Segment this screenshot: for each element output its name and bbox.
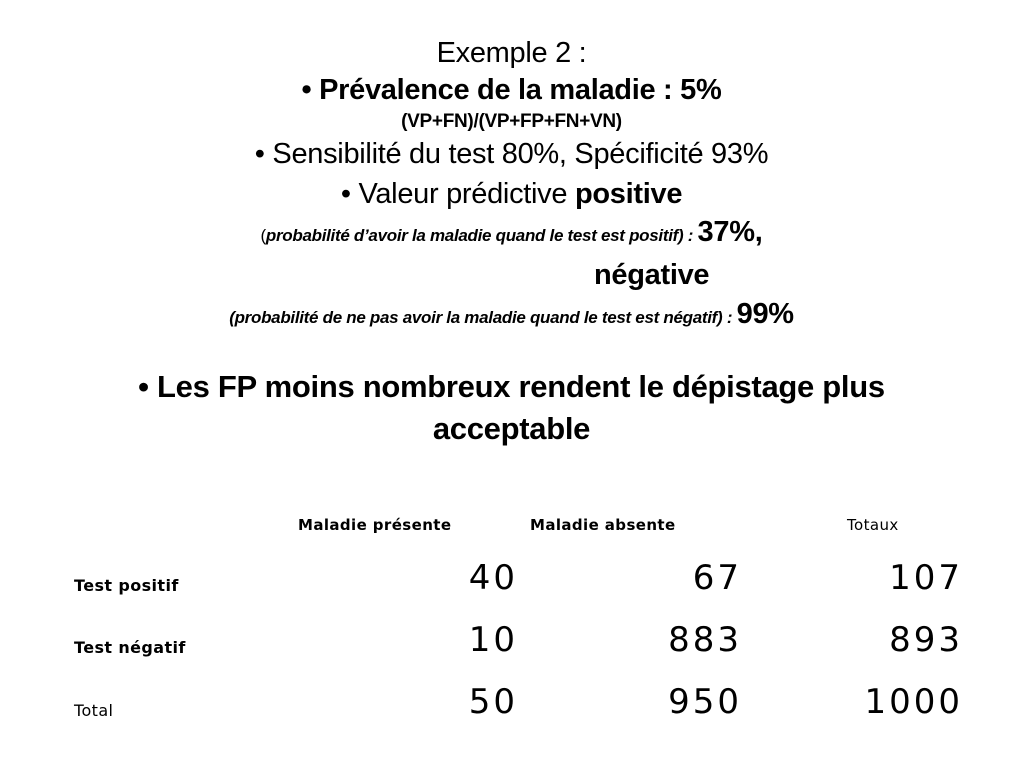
column-header-present: Maladie présente <box>298 516 452 534</box>
column-header-absent: Maladie absente <box>530 516 676 534</box>
row-header-total: Total <box>74 701 114 720</box>
cell-total-positive: 107 <box>889 558 963 598</box>
cell-tp: 40 <box>468 558 518 598</box>
ppv-line <box>0 176 1023 212</box>
ppv-definition <box>0 212 1023 256</box>
contingency-table <box>0 508 1023 738</box>
ppv-def-open: ( <box>260 226 266 245</box>
prevalence-label: Prévalence de la maladie : <box>319 74 681 106</box>
conclusion-line-1 <box>0 366 1023 408</box>
slide-text <box>0 34 1023 450</box>
conclusion-line-2: acceptable <box>432 411 591 446</box>
npv-word: négative <box>594 259 710 291</box>
cell-fp: 67 <box>692 558 742 598</box>
cell-fn: 10 <box>468 620 518 660</box>
bullet: • <box>340 178 351 210</box>
cell-total-negative: 893 <box>889 620 963 660</box>
npv-definition <box>0 294 1023 338</box>
ppv-def-text: probabilité d’avoir la maladie quand le test est positif) : <box>265 226 698 245</box>
column-header-totals: Totaux <box>847 516 899 534</box>
bullet: • <box>301 74 312 106</box>
cell-grand-total: 1000 <box>864 682 963 722</box>
bullet: • <box>138 369 149 404</box>
ppv-word: positive <box>574 178 683 210</box>
row-header-test-positif: Test positif <box>74 576 179 595</box>
formula: (VP+FN)/(VP+FP+FN+VN) <box>401 111 622 132</box>
bullet: • <box>254 138 265 170</box>
npv-def-text: (probabilité de ne pas avoir la maladie quand le test est négatif) : <box>229 308 737 327</box>
row-header-test-negatif: Test négatif <box>74 638 186 657</box>
cell-total-present: 50 <box>468 682 518 722</box>
cell-total-absent: 950 <box>668 682 742 722</box>
conclusion-text-1: Les FP moins nombreux rendent le dépistage plus <box>157 369 885 404</box>
sensitivity-line <box>0 136 1023 172</box>
prevalence-line <box>0 72 1023 108</box>
slide-title: Exemple 2 : <box>436 37 587 69</box>
ppv-label: Valeur prédictive <box>358 178 575 210</box>
cell-tn: 883 <box>668 620 742 660</box>
ppv-value: 37%, <box>697 216 763 248</box>
sensitivity-text: Sensibilité du test 80%, Spécificité 93% <box>272 138 769 170</box>
prevalence-value: 5% <box>680 74 722 106</box>
npv-value: 99% <box>736 298 794 330</box>
